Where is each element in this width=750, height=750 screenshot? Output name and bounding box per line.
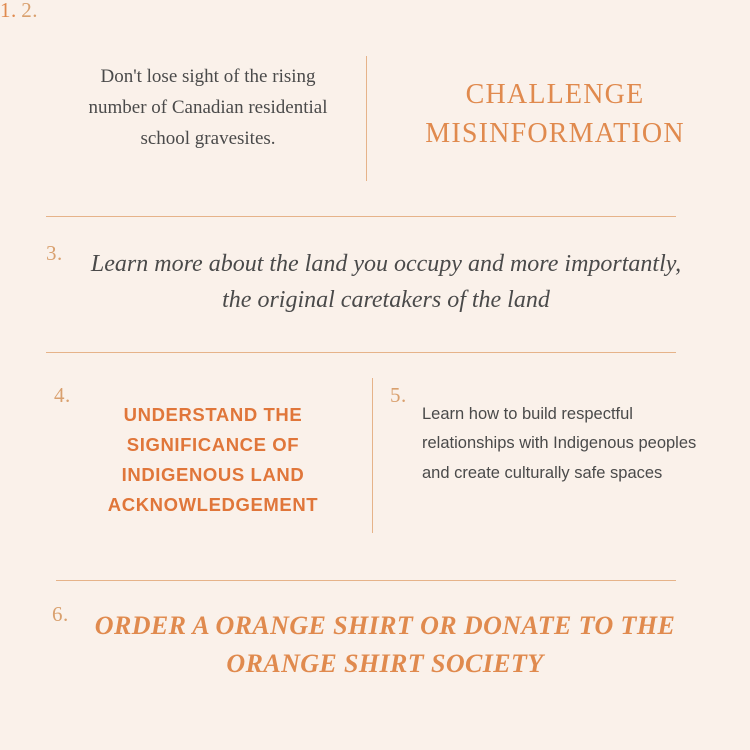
item-1-number: 1. xyxy=(0,0,17,22)
item-6-text: ORDER A ORANGE SHIRT OR DONATE TO THE ORANGE SHIRT SOCIETY xyxy=(94,611,676,678)
item-6-number: 6. xyxy=(52,602,69,626)
item-2-number: 2. xyxy=(21,0,38,22)
item-4-text: UNDERSTAND THE SIGNIFICANCE OF INDIGENOUS LAND ACKNOWLEDGEMENT xyxy=(107,404,319,515)
divider-horizontal-one xyxy=(46,216,676,217)
row-one xyxy=(0,0,750,215)
item-2-text: CHALLENGE MISINFORMATION xyxy=(425,79,685,149)
item-1-text: Don't lose sight of the rising number of Canadian residential school gravesites. xyxy=(88,66,328,149)
item-3-number: 3. xyxy=(46,241,63,265)
item-3-text: Learn more about the land you occupy and more importantly, the original caretakers of the land xyxy=(90,251,682,314)
divider-horizontal-three xyxy=(56,580,676,581)
item-4-number: 4. xyxy=(54,383,71,407)
item-5-text: Learn how to build respectful relationships with Indigenous peoples and create culturally safe spaces xyxy=(422,405,697,482)
divider-vertical-top xyxy=(366,56,367,181)
divider-vertical-middle xyxy=(372,378,373,533)
divider-horizontal-two xyxy=(46,352,676,353)
item-5-number: 5. xyxy=(390,383,407,407)
